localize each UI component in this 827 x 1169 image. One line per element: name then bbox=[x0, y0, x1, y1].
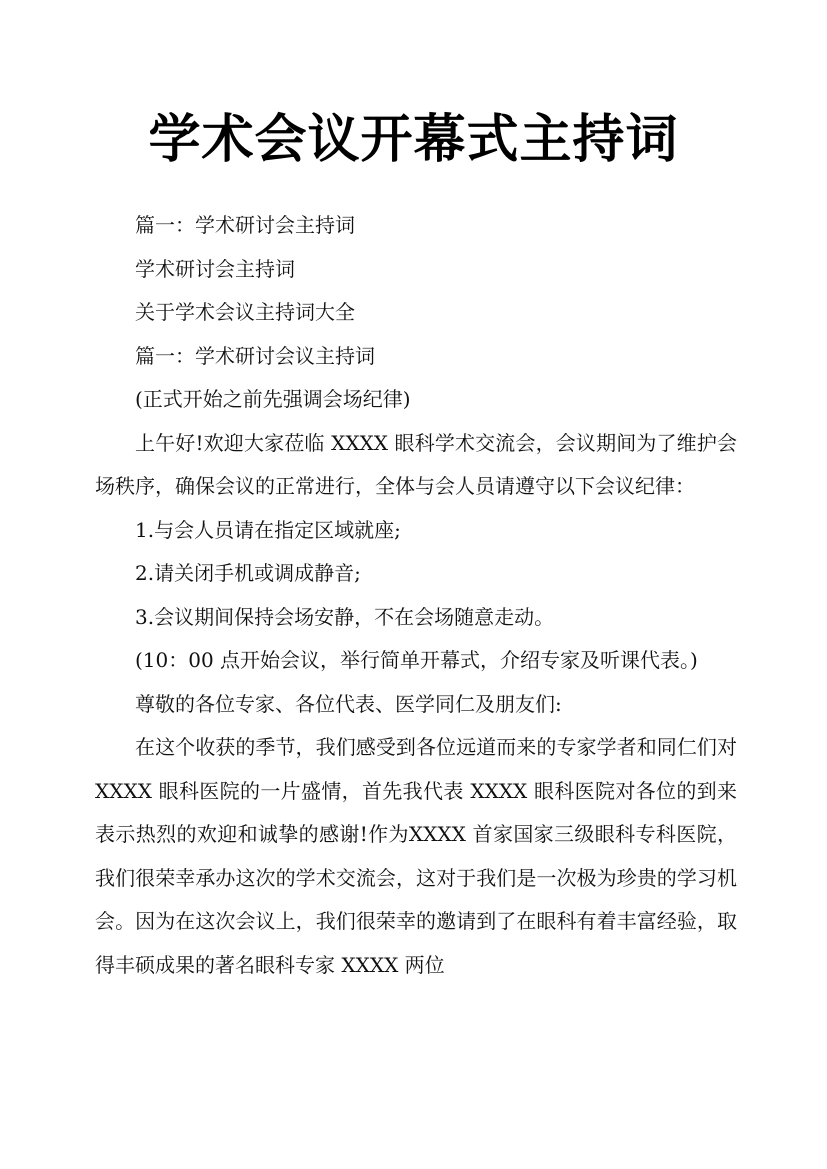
document-body bbox=[95, 204, 737, 987]
paragraph: 尊敬的各位专家、各位代表、医学同仁及朋友们: bbox=[135, 691, 562, 716]
paragraph: (正式开始之前先强调会场纪律) bbox=[135, 387, 411, 411]
paragraph: 1.与会人员请在指定区域就座; bbox=[135, 517, 401, 542]
paragraph: 2.请关闭手机或调成静音; bbox=[135, 561, 361, 585]
paragraph: 3.会议期间保持会场安静，不在会场随意走动。 bbox=[135, 604, 555, 629]
paragraph: 篇一：学术研讨会主持词 bbox=[135, 213, 355, 237]
paragraph: 篇一：学术研讨会议主持词 bbox=[135, 343, 375, 368]
paragraph: 在这个收获的季节，我们感受到各位远道而来的专家学者和同仁们对 XXXX 眼科医院的一片盛情，首先我代表 XXXX 眼科医院对各位的到来表示热烈的欢迎和诚挚的感谢!作为XXXX 首家国家三级眼科专科医院，我们很荣幸承办这次的学术交流会，这对于我们是一次极为珍贵的学习机会。因为在这次会议上，我们很荣幸的邀请到了在眼科有着丰富经验，取得丰硕成果的著名眼科专家 XXXX 两位 bbox=[95, 735, 737, 977]
paragraph: 关于学术会议主持词大全 bbox=[135, 300, 355, 324]
paragraph: 上午好!欢迎大家莅临 XXXX 眼科学术交流会，会议期间为了维护会场秩序，确保会议的正常进行，全体与会人员请遵守以下会议纪律： bbox=[95, 430, 737, 498]
paragraph: 学术研讨会主持词 bbox=[135, 256, 295, 281]
document-title: 学术会议开幕式主持词 bbox=[148, 110, 679, 170]
paragraph: (10：00 点开始会议，举行简单开幕式，介绍专家及听课代表。) bbox=[135, 648, 698, 672]
